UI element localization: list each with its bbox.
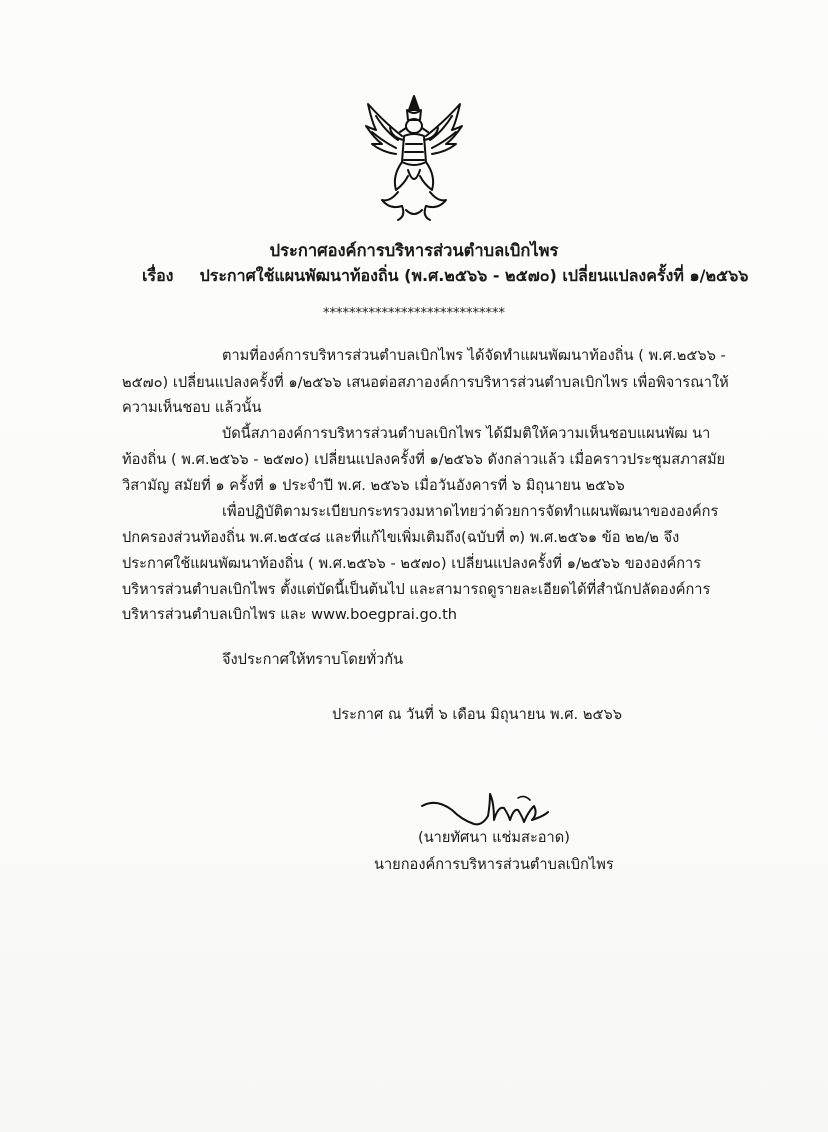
separator-asterisks: ****************************: [323, 306, 505, 321]
announcement-title: ประกาศองค์การบริหารส่วนตำบลเบิกไพร: [269, 241, 559, 260]
body-line: วิสามัญ สมัยที่ ๑ ครั้งที่ ๑ ประจำปี พ.ศ. ๒๕๖๖ เมื่อวันอังคารที่ ๖ มิถุนายน ๒๕๖๖: [122, 477, 625, 494]
signatory-name: (นายทัศนา แช่มสะอาด): [418, 829, 570, 846]
signatory-position: นายกองค์การบริหารส่วนตำบลเบิกไพร: [374, 856, 614, 873]
body-line: บัดนี้สภาองค์การบริหารส่วนตำบลเบิกไพร ได้มีมติให้ความเห็นชอบแผนพัฒ นา: [222, 425, 711, 442]
body-line: เพื่อปฏิบัติตามระเบียบกระทรวงมหาดไทยว่าด้วยการจัดทำแผนพัฒนาขององค์กร: [222, 503, 719, 520]
closing-line: จึงประกาศให้ทราบโดยทั่วกัน: [222, 651, 404, 668]
body-line: ท้องถิ่น ( พ.ศ.๒๕๖๖ - ๒๕๗๐) เปลี่ยนแปลงครั้งที่ ๑/๒๕๖๖ ดังกล่าวแล้ว เมื่อคราวประชุมสภาสมัย: [122, 451, 726, 468]
garuda-emblem: [362, 92, 466, 222]
body-line: บริหารส่วนตำบลเบิกไพร และ www.boegprai.go.th: [122, 606, 458, 623]
date-line: ประกาศ ณ วันที่ ๖ เดือน มิถุนายน พ.ศ. ๒๕๖๖: [332, 706, 623, 723]
body-line: ตามที่องค์การบริหารส่วนตำบลเบิกไพร ได้จัดทำแผนพัฒนาท้องถิ่น ( พ.ศ.๒๕๖๖ -: [222, 347, 726, 364]
subject-text: ประกาศใช้แผนพัฒนาท้องถิ่น (พ.ศ.๒๕๖๖ - ๒๕๗๐) เปลี่ยนแปลงครั้งที่ ๑/๒๕๖๖: [199, 266, 749, 285]
body-line: ประกาศใช้แผนพัฒนาท้องถิ่น ( พ.ศ.๒๕๖๖ - ๒๕๗๐) เปลี่ยนแปลงครั้งที่ ๑/๒๕๖๖ ขององค์การ: [122, 555, 702, 572]
body-line: ความเห็นชอบ แล้วนั้น: [122, 399, 262, 416]
body-line: ปกครองส่วนท้องถิ่น พ.ศ.๒๕๔๘ และที่แก้ไขเพิ่มเติมถึง(ฉบับที่ ๓) พ.ศ.๒๕๖๑ ข้อ ๒๒/๒ จึง: [122, 529, 680, 546]
body-line: ๒๕๗๐) เปลี่ยนแปลงครั้งที่ ๑/๒๕๖๖ เสนอต่อสภาองค์การบริหารส่วนตำบลเบิกไพร เพื่อพิจารณาให้: [122, 374, 729, 391]
subject-label: เรื่อง: [142, 266, 174, 285]
subject-line: [142, 264, 748, 289]
body-line: บริหารส่วนตำบลเบิกไพร ตั้งแต่บัดนี้เป็นต้นไป และสามารถดูรายละเอียดได้ที่สำนักปลัดองค์การ: [122, 581, 711, 598]
